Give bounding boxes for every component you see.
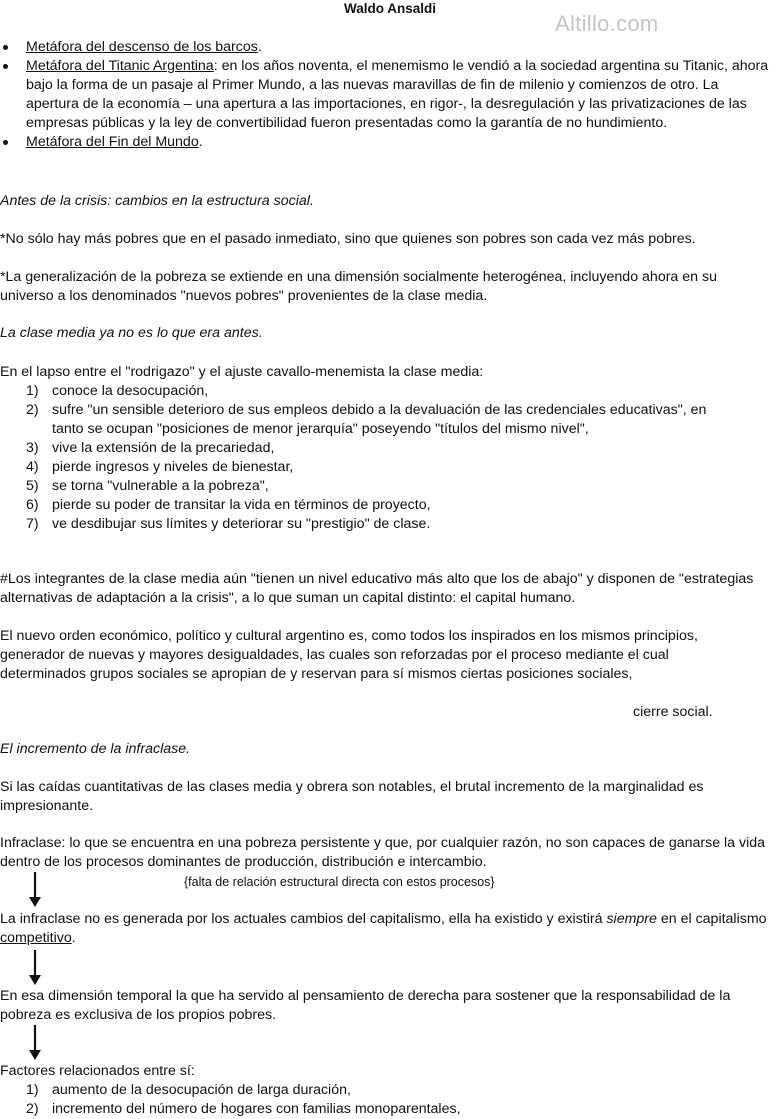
text-run: . (71, 930, 76, 946)
text-run: en el capitalismo (656, 911, 767, 927)
item-text: pierde ingresos y niveles de bienestar, (52, 459, 294, 475)
item-number: 1) (26, 383, 39, 399)
item-number: 2) (26, 402, 39, 418)
paragraph: El nuevo orden económico, político y cultural argentino es, como todos los inspirados en los mismos principios, generador de nuevas y mayores desigualdades, las cuales son reforzadas por el proceso mediante el cual determinados grupos sociales se apropian de y reservan para sí mismos ciertas posiciones sociales, (0, 628, 698, 682)
factors-list (0, 1081, 720, 1119)
page-header-author: Waldo Ansaldi (343, 1, 436, 16)
paragraph: *No sólo hay más pobres que en el pasado inmediato, sino que quienes son pobres son cada vez más pobres. (0, 231, 696, 247)
paragraph: Factores relacionados entre sí: (0, 1063, 195, 1079)
section-title: Antes de la crisis: cambios en la estructura social. (0, 193, 314, 209)
list-item (0, 133, 774, 152)
metaphor-link: Metáfora del Fin del Mundo (26, 134, 199, 150)
item-text: conoce la desocupación, (52, 383, 209, 399)
paragraph: #Los integrantes de la clase media aún "tienen un nivel educativo más alto que los de abajo" y disponen de "estrategias alternativas de adaptación a la crisis", a lo que suman un capital distinto: el capital humano. (0, 571, 754, 606)
item-number: 1) (26, 1082, 39, 1098)
list-item (0, 458, 720, 477)
item-text: se torna "vulnerable a la pobreza", (52, 478, 269, 494)
list-item (0, 515, 720, 534)
paragraph: Si las caídas cuantitativas de las clases media y obrera son notables, el brutal incremento de la marginalidad es impresionante. (0, 779, 704, 814)
item-text: aumento de la desocupación de larga duración, (52, 1082, 351, 1098)
metaphor-list (0, 38, 774, 152)
list-item (0, 401, 720, 439)
item-number: 5) (26, 478, 39, 494)
section-title: El incremento de la infraclase. (0, 741, 191, 757)
underlined-text: competitivo (0, 930, 72, 946)
item-number: 2) (26, 1101, 39, 1117)
down-arrow-icon (28, 1025, 42, 1061)
item-number: 3) (26, 440, 39, 456)
down-arrow-icon (28, 872, 42, 908)
metaphor-link: Metáfora del descenso de los barcos (26, 39, 258, 55)
list-item (0, 477, 720, 496)
annotation-note: {falta de relación estructural directa con estos procesos} (184, 875, 495, 889)
list-item (0, 38, 774, 57)
list-item (0, 496, 720, 515)
item-text: sufre "un sensible deterioro de sus empleos debido a la devaluación de las credenciales educativas", en tanto se ocupan "posiciones de menor jerarquía" poseyendo "títulos del mismo nivel", (52, 402, 707, 437)
list-item-text: . (198, 134, 203, 150)
list-item (0, 1081, 720, 1100)
list-item-text: . (257, 39, 262, 55)
metaphor-link: Metáfora del Titanic Argentina (26, 58, 214, 74)
down-arrow-icon (28, 950, 42, 986)
item-number: 4) (26, 459, 39, 475)
cierre-social-text: cierre social. (633, 704, 713, 720)
paragraph: En el lapso entre el "rodrigazo" y el ajuste cavallo-menemista la clase media: (0, 364, 484, 380)
paragraph: *La generalización de la pobreza se extiende en una dimensión socialmente heterogénea, incluyendo ahora en su universo a los denominados "nuevos pobres" provenientes de la clase media. (0, 269, 717, 304)
item-text: ve desdibujar sus límites y deteriorar su "prestigio" de clase. (52, 516, 431, 532)
watermark-logo: Altillo.com (555, 11, 659, 36)
item-number: 7) (26, 516, 39, 532)
paragraph: Infraclase: lo que se encuentra en una pobreza persistente y que, por cualquier razón, no son capaces de ganarse la vida dentro de los procesos dominantes de producción, distribución e intercambio. (0, 835, 766, 870)
list-item (0, 439, 720, 458)
item-text: vive la extensión de la precariedad, (52, 440, 275, 456)
paragraph: En esa dimensión temporal la que ha servido al pensamiento de derecha para sostener que la responsabilidad de la pobreza es exclusiva de los propios pobres. (0, 988, 731, 1023)
middle-class-list (0, 382, 720, 534)
emphasis-text: siempre (606, 911, 657, 927)
list-item (0, 1100, 720, 1119)
text-run: La infraclase no es generada por los actuales cambios del capitalismo, ella ha existido y existirá (0, 911, 607, 927)
paragraph (0, 910, 774, 948)
list-item (0, 57, 774, 133)
item-text: incremento del número de hogares con familias monoparentales, (52, 1101, 461, 1117)
item-number: 6) (26, 497, 39, 513)
list-item-text: : en los años noventa, el menemismo le vendió a la sociedad argentina su Titanic, ahora bajo la forma de un pasaje al Primer Mundo, a las nuevas maravillas de fin de milenio y comienzos de otro. La apertura de la economía – una apertura a las importaciones, en rigor-, la desregulación y las privatizaciones de las empresas públicas y la ley de convertibilidad fueron presentadas como la garantía de no hundimiento. (26, 58, 769, 131)
list-item (0, 382, 720, 401)
item-text: pierde su poder de transitar la vida en términos de proyecto, (52, 497, 431, 513)
section-title: La clase media ya no es lo que era antes. (0, 325, 263, 341)
